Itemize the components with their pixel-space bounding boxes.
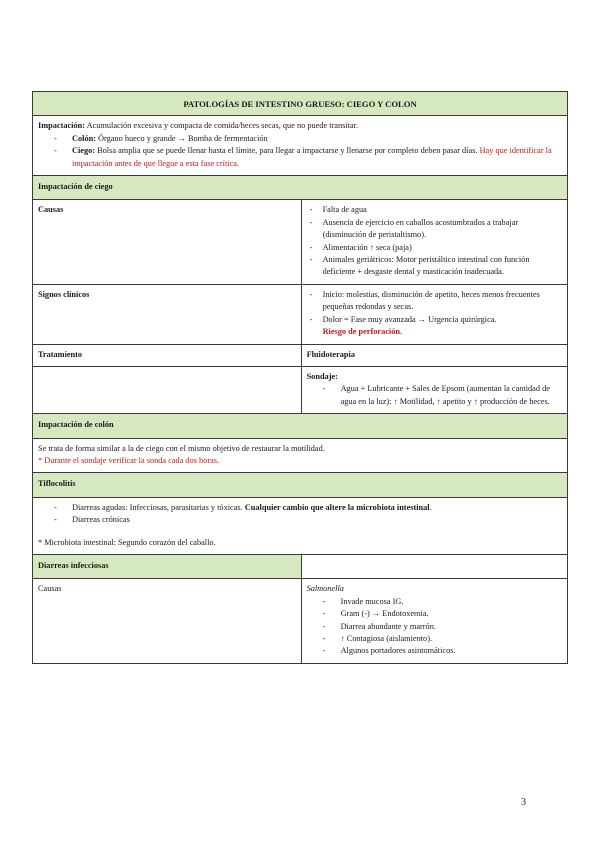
title-row [33,92,568,116]
item-end: . [429,502,432,512]
item-emphasis: Cualquier cambio que altere la microbiota intestinal [244,502,430,512]
tiflocolitis-cell [33,497,568,554]
intro-list [38,133,562,170]
section-row [33,414,568,438]
fluidoterapia-label: Fluidoterapia [301,344,567,366]
item-label: Ciego: [72,146,96,156]
list-item: - Agua + Lubricante + Sales de Epsom (aumentan la cantidad de agua en la luz): ↑ Motilidad, ↑ apetito y ↑ producción de heces. [307,383,562,408]
section-heading-tiflocolitis: Tiflocolitis [33,473,568,497]
diarreas-cell [301,579,567,663]
list-item: - Animales geriátricos: Motor peristáltico intestinal con función deficiente + desgaste dental y masticación inadecuada. [307,254,562,279]
list-item: - Inicio: molestias, disminución de apetito, heces menos frecuentes pequeñas redondas y secas. [307,289,562,314]
causas-list [307,204,562,278]
list-item: - Diarreas crónicas [38,514,562,526]
page-number: 3 [521,797,526,808]
tiflocolitis-row [33,497,568,554]
list-item: - Algunos portadores asintomáticos. [307,645,562,657]
document-page [32,91,568,664]
sondaje-row [33,366,568,413]
page-title: PATOLOGÍAS DE INTESTINO GRUESO: CIEGO Y COLON [33,92,568,116]
item-label: Colón: [72,133,96,143]
tiflocolitis-list [38,502,562,527]
colon-text: Se trata de forma similar a la de ciego con el mismo objetivo de restaurar la motilidad. [38,443,325,453]
causas-cell [301,200,567,284]
content-table [32,91,568,664]
section-heading-colon: Impactación de colón [33,414,568,438]
item-text: Diarreas agudas: Infecciosas, parasitarias y tóxicas. [72,502,245,512]
list-item: - Invade mucosa IG. [307,596,562,608]
item-text: Órgano hueco y grande → Bomba de fermentación [95,133,268,143]
list-item: - Alimentación ↑ seca (paja) [307,242,562,254]
signos-label: Signos clínicos [33,284,302,344]
section-row [33,176,568,200]
colon-cell [33,438,568,473]
sondaje-label: Sondaje: [306,371,338,381]
item-text: Bolsa amplia que se puede llenar hasta el límite, para llegar a impactarse y llenarse por completo deben pasar días. [95,146,480,156]
warning-text: Hay que identificar la impactación antes de que llegue a esta fase crítica. [72,146,552,168]
section-row [33,554,568,578]
intro-definition [38,120,562,132]
salmonella-list [307,596,562,658]
empty-header-cell [301,554,567,578]
colon-note: * Durante el sondaje verificar la sonda cada dos horas. [38,455,220,465]
section-row [33,473,568,497]
causas-row [33,200,568,284]
list-item [38,502,562,514]
causas-label: Causas [33,200,302,284]
list-item: - Diarrea abundante y marrón. [307,621,562,633]
list-item: - Dolor = Fase muy avanzada → Urgencia quirúrgica. [307,314,562,326]
section-heading-diarreas: Diarreas infecciosas [33,554,302,578]
intro-cell [33,116,568,176]
intro-label: Impactación: [38,121,86,131]
section-heading-ciego: Impactación de ciego [33,176,568,200]
list-item: - ↑ Contagiosa (aislamiento). [307,633,562,645]
empty-cell [33,366,302,413]
list-item: - Gram (-) → Endotoxemia. [307,608,562,620]
signos-cell [301,284,567,344]
colon-row [33,438,568,473]
intro-row [33,116,568,176]
perforation-warning: Riesgo de perforación. [322,327,403,337]
signos-list [307,289,562,326]
sondaje-cell [301,366,567,413]
signos-row [33,284,568,344]
intro-text: Acumulación excesiva y compacta de comida/heces secas, que no puede transitar. [85,121,359,131]
diarreas-row [33,579,568,663]
list-item: - Ausencia de ejercicio en caballos acostumbrados a trabajar (disminución de peristaltismo). [307,217,562,242]
tiflocolitis-note: * Microbiota intestinal: Segundo corazón del caballo. [38,537,216,547]
tratamiento-label: Tratamiento [33,344,302,366]
tratamiento-row [33,344,568,366]
list-item [38,145,562,170]
list-item: - Falta de agua [307,204,562,216]
sondaje-list [307,383,562,408]
diarreas-causas-label: Causas [33,579,302,663]
organism-name: Salmonella [306,584,344,594]
list-item [38,133,562,145]
